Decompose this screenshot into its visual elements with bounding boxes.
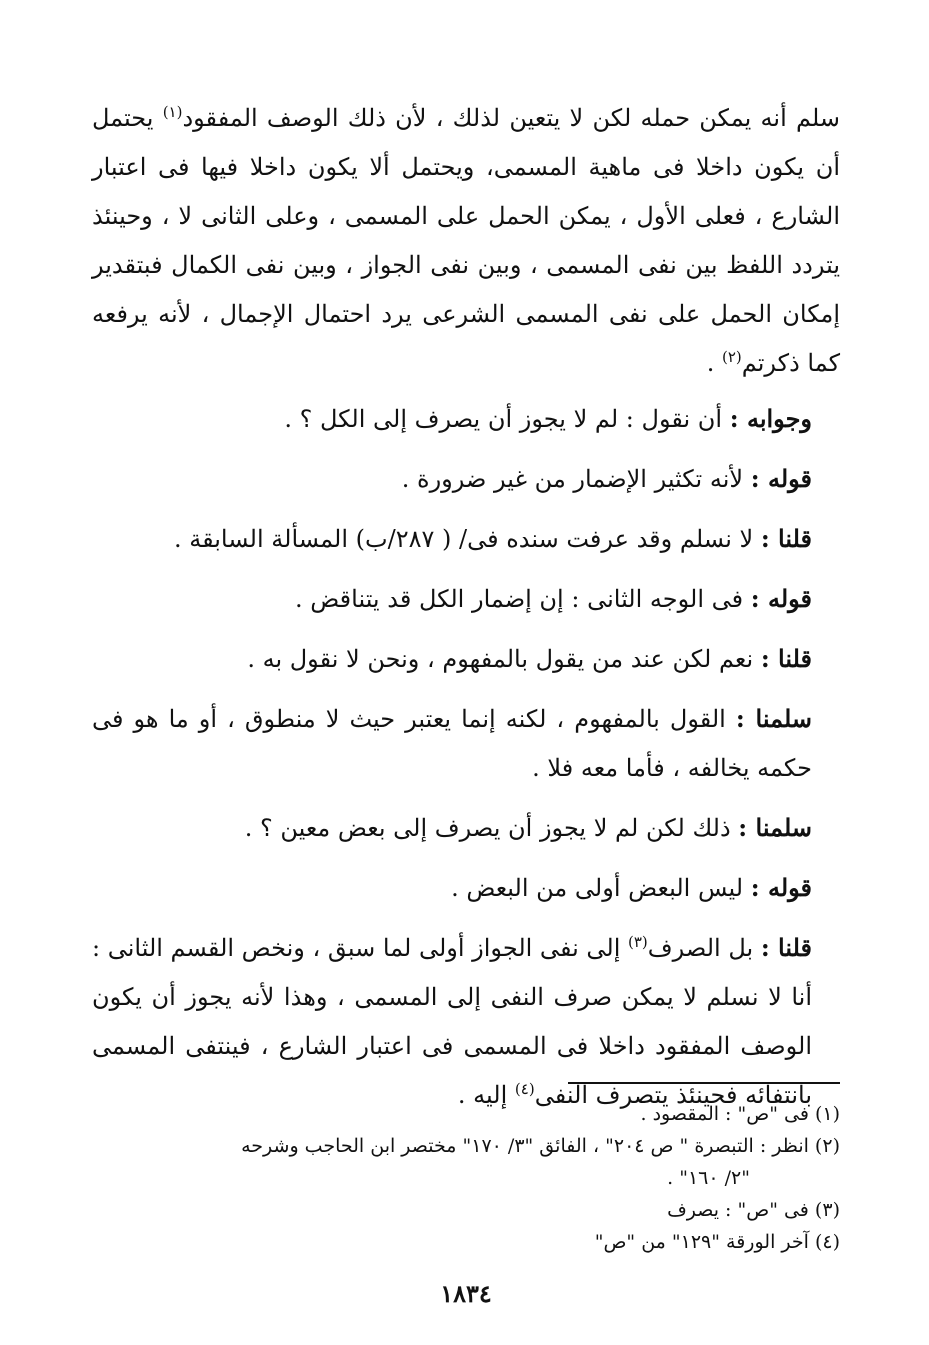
footnotes — [92, 1098, 840, 1258]
footnote-ref-4: (٤) — [514, 1080, 535, 1098]
sallamna-paragraph-2 — [92, 803, 840, 853]
qulna-lead-1: قلنا : — [760, 524, 812, 553]
page-number: ١٨٣٤ — [440, 1279, 492, 1308]
qawluhu-paragraph-3 — [92, 863, 840, 913]
footnote-2-continued: "٢/ ١٦٠" . — [667, 1167, 750, 1189]
qawluhu-text-3: ليس البعض أولى من البعض . — [451, 874, 751, 902]
qulna-text-1: لا نسلم وقد عرفت سنده فى/ ( ٢٨٧/ب) المسألة السابقة . — [173, 525, 761, 553]
footnote-2: (٢) انظر : التبصرة " ص ٢٠٤" ، الفائق "٣/ ١٧٠" مختصر ابن الحاجب وشرحه — [241, 1135, 840, 1157]
footnote-3: (٣) فى "ص" : يصرف — [667, 1199, 840, 1221]
answer-paragraph — [92, 394, 840, 444]
opening-text-cont: يحتمل أن يكون داخلا فى ماهية المسمى، ويحتمل ألا يكون داخلا فيها فى اعتبار الشارع ، فعلى الأول ، يمكن الحمل على المسمى ، وعلى الثانى لا ، وحينئذ يتردد اللفظ بين نفى المسمى ، وبين نفى الجواز ، وبين نفى الكمال فبتقدير إمكان الحمل على نفى المسمى الشرعى يرد احتمال الإجمال ، لأنه يرفعه كما ذكرتم — [92, 104, 840, 377]
answer-text: أن نقول : لم لا يجوز أن يصرف إلى الكل ؟ . — [284, 405, 730, 433]
footnote-separator — [568, 1082, 840, 1084]
sallamna-text-1: القول بالمفهوم ، لكنه إنما يعتبر حيث لا منطوق ، أو ما هو فى حكمه يخالفه ، فأما معه فلا . — [92, 705, 812, 782]
sallamna-paragraph-1 — [92, 694, 840, 793]
opening-text-end: . — [706, 349, 722, 377]
answer-lead: وجوابه : — [729, 404, 812, 433]
qulna-lead-2: قلنا : — [760, 644, 812, 673]
qulna-text-3c: إليه . — [457, 1081, 515, 1109]
qulna-paragraph-1 — [92, 514, 840, 564]
sallamna-lead-2: سلمنا : — [738, 813, 812, 842]
footnote-ref-3: (٣) — [628, 933, 648, 951]
qulna-lead-3: قلنا : — [760, 933, 812, 962]
qawluhu-text-2: فى الوجه الثانى : إن إضمار الكل قد يتناقض . — [295, 585, 751, 613]
opening-text: سلم أنه يمكن حمله لكن لا يتعين لذلك ، لأن ذلك الوصف المفقود — [182, 104, 841, 132]
page-body — [92, 94, 840, 1344]
qawluhu-lead-3: قوله : — [750, 873, 812, 902]
qawluhu-lead-1: قوله : — [750, 464, 812, 493]
qulna-text-3a: بل الصرف — [647, 934, 761, 962]
qulna-text-3b: إلى نفى الجواز أولى لما سبق ، ونخص القسم الثانى : أنا لا نسلم لا يمكن صرف النفى إلى المسمى ، وهذا لأنه يجوز أن يكون الوصف المفقود داخلا فى المسمى فى اعتبار الشارع ، فينتفى المسمى بانتفائه فحينئذ يتصرف النفى — [91, 934, 812, 1109]
qawluhu-lead-2: قوله : — [750, 584, 812, 613]
qawluhu-paragraph-1 — [92, 454, 840, 504]
qawluhu-text-1: لأنه تكثير الإضمار من غير ضرورة . — [401, 465, 751, 493]
qulna-text-2: نعم لكن عند من يقول بالمفهوم ، ونحن لا نقول به . — [247, 645, 761, 673]
footnote-1: (١) فى "ص" : المقصود . — [640, 1103, 840, 1125]
footnote-4: (٤) آخر الورقة "١٢٩" من "ص" — [594, 1231, 840, 1253]
footnote-ref-2: (٢) — [721, 348, 742, 366]
opening-paragraph — [92, 94, 840, 388]
qulna-paragraph-3 — [92, 923, 840, 1120]
footnote-ref-1: (١) — [162, 103, 183, 121]
sallamna-lead-1: سلمنا : — [735, 704, 812, 733]
qulna-paragraph-2 — [92, 634, 840, 684]
sallamna-text-2: ذلك لكن لم لا يجوز أن يصرف إلى بعض معين ؟ . — [244, 814, 739, 842]
qawluhu-paragraph-2 — [92, 574, 840, 624]
